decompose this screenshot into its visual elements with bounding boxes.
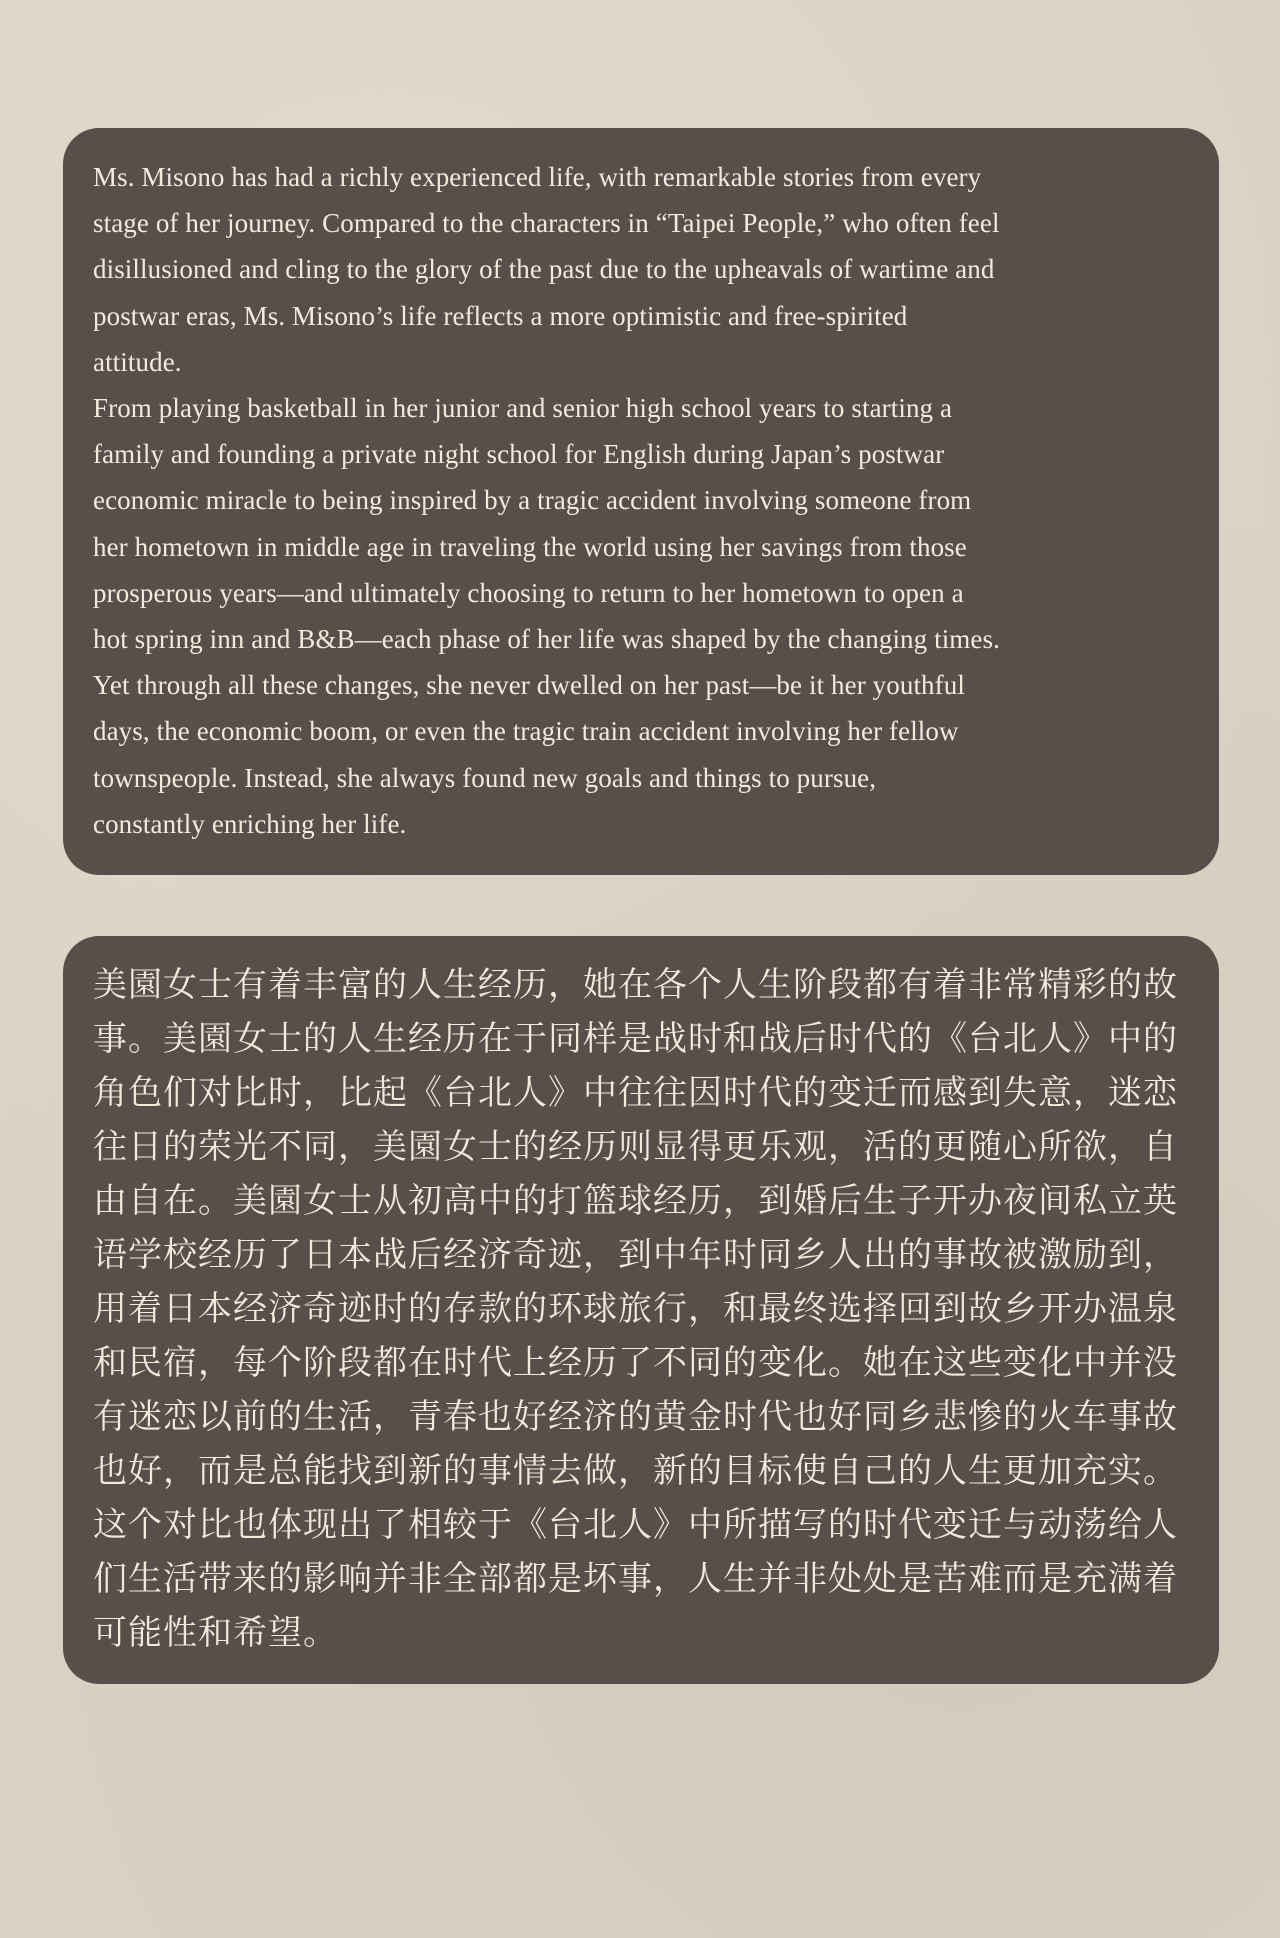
text-line: prosperous years—and ultimately choosing to return to her hometown to open a	[93, 577, 964, 608]
text-line: 用着日本经济奇迹时的存款的环球旅行，和最终选择回到故乡开办温泉	[93, 1290, 1178, 1329]
english-summary-card	[63, 128, 1219, 875]
text-line: 可能性和希望。	[93, 1614, 338, 1653]
text-line: 往日的荣光不同，美園女士的经历则显得更乐观，活的更随心所欲，自	[93, 1128, 1178, 1167]
text-line: family and founding a private night school for English during Japan’s postwar	[93, 439, 945, 470]
text-line: 这个对比也体现出了相较于《台北人》中所描写的时代变迁与动荡给人	[93, 1506, 1178, 1545]
text-line: 角色们对比时，比起《台北人》中往往因时代的变迁而感到失意，迷恋	[93, 1074, 1178, 1113]
text-line: 美園女士有着丰富的人生经历，她在各个人生阶段都有着非常精彩的故	[93, 966, 1178, 1005]
text-line: constantly enriching her life.	[93, 808, 407, 839]
text-line: 和民宿，每个阶段都在时代上经历了不同的变化。她在这些变化中并没	[93, 1344, 1178, 1383]
english-summary-text	[93, 154, 1185, 847]
text-line: attitude.	[93, 346, 182, 377]
text-line: 由自在。美園女士从初高中的打篮球经历，到婚后生子开办夜间私立英	[93, 1182, 1178, 1221]
text-line: days, the economic boom, or even the tragic train accident involving her fellow	[93, 716, 959, 747]
text-line: hot spring inn and B&B—each phase of her life was shaped by the changing times.	[93, 624, 1000, 655]
text-line: From playing basketball in her junior and senior high school years to starting a	[93, 393, 953, 424]
text-line: 事。美園女士的人生经历在于同样是战时和战后时代的《台北人》中的	[93, 1020, 1178, 1059]
chinese-summary-card	[63, 936, 1219, 1684]
text-line: Yet through all these changes, she never dwelled on her past—be it her youthful	[93, 670, 965, 701]
chinese-summary-text	[93, 958, 1189, 1660]
text-line: economic miracle to being inspired by a tragic accident involving someone from	[93, 485, 972, 516]
text-line: Ms. Misono has had a richly experienced life, with remarkable stories from every	[93, 162, 982, 192]
text-line: 语学校经历了日本战后经济奇迹，到中年时同乡人出的事故被激励到，	[93, 1236, 1178, 1275]
text-line: postwar eras, Ms. Misono’s life reflects a more optimistic and free-spirited	[93, 300, 908, 331]
text-line: 们生活带来的影响并非全部都是坏事，人生并非处处是苦难而是充满着	[93, 1560, 1178, 1599]
text-line: 也好，而是总能找到新的事情去做，新的目标使自己的人生更加充实。	[93, 1452, 1178, 1491]
page-background	[0, 128, 1280, 1938]
text-line: 有迷恋以前的生活，青春也好经济的黄金时代也好同乡悲惨的火车事故	[93, 1398, 1178, 1437]
text-line: stage of her journey. Compared to the characters in “Taipei People,” who often feel	[93, 208, 1000, 239]
text-line: disillusioned and cling to the glory of the past due to the upheavals of wartime and	[93, 254, 995, 285]
text-line: townspeople. Instead, she always found new goals and things to pursue,	[93, 762, 877, 793]
text-line: her hometown in middle age in traveling the world using her savings from those	[93, 531, 967, 562]
